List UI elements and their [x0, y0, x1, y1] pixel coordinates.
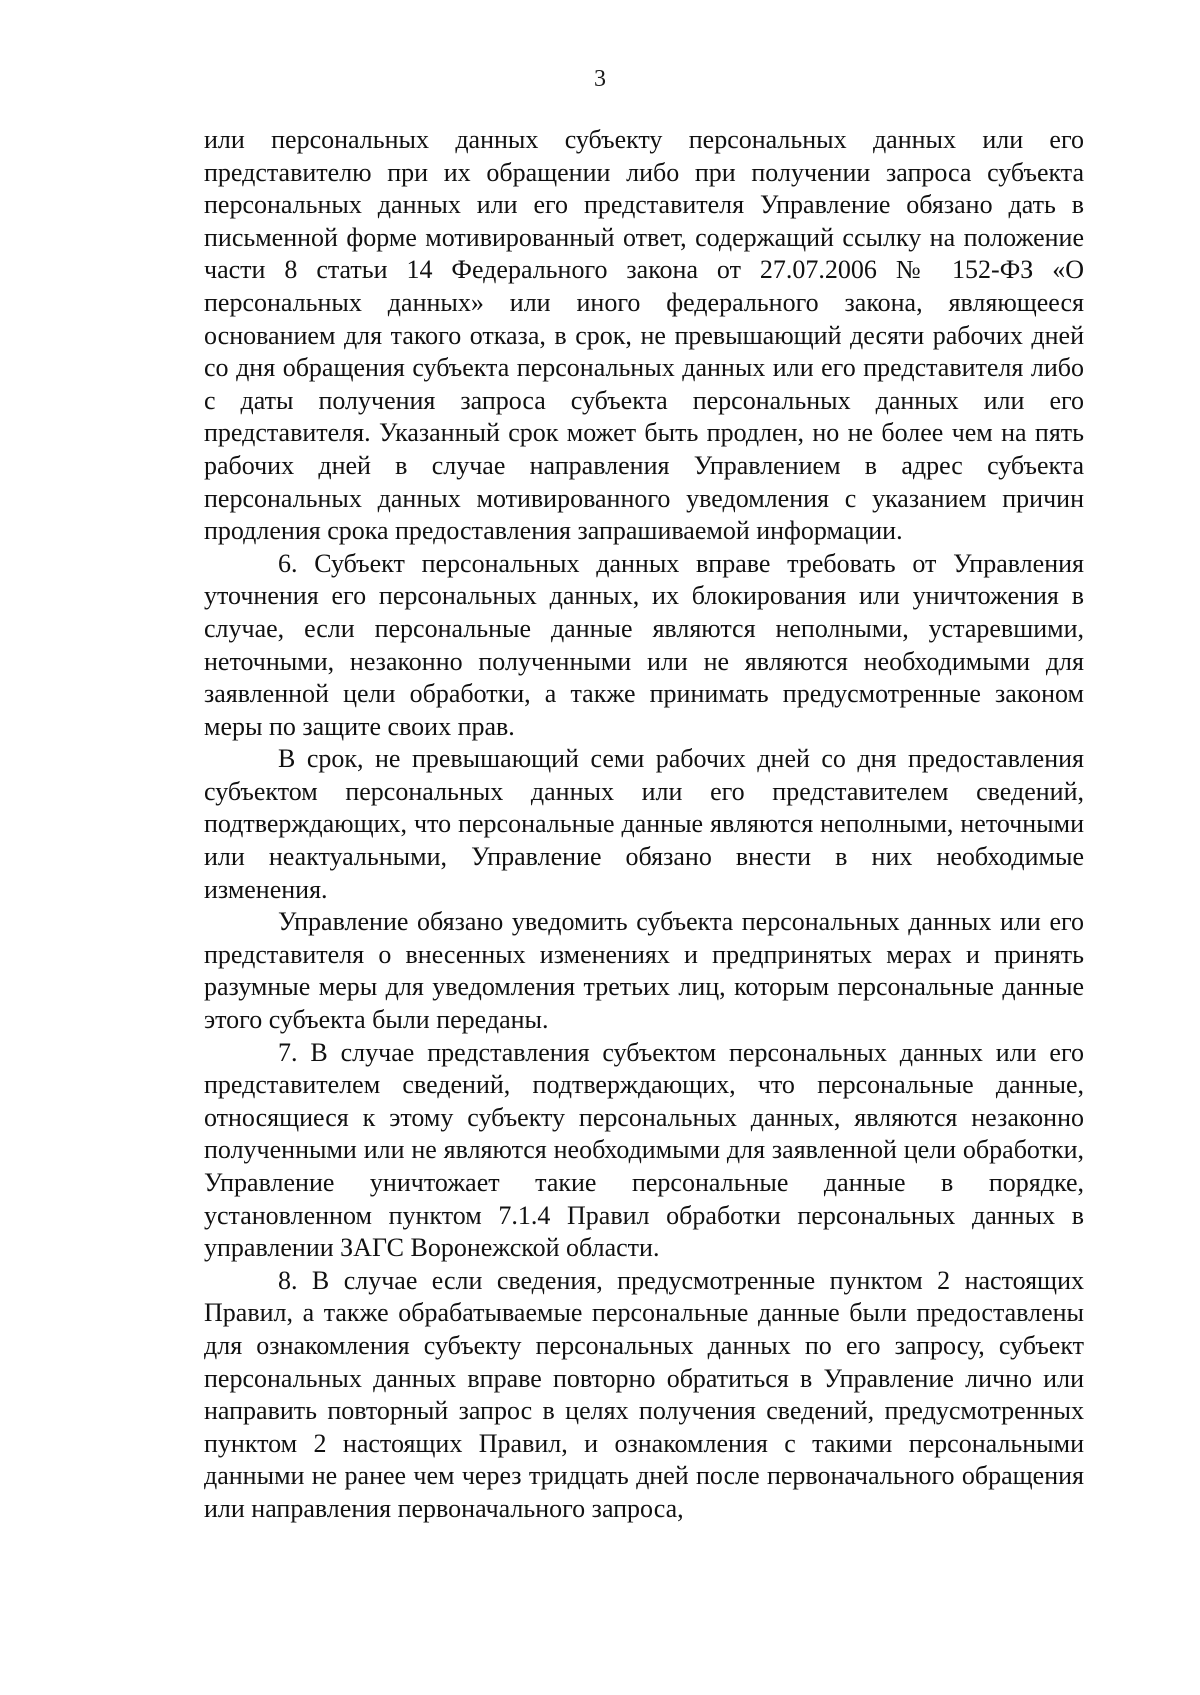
- document-body: [204, 124, 1084, 1526]
- paragraph-continuation: или персональных данных субъекту персональных данных или его представителю при их обращении либо при получении запроса субъекта персональных данных или его представителя Управление обязано дать в письменной форме мотивированный ответ, содержащий ссылку на положение части 8 статьи 14 Федерального закона от 27.07.2006 № 152-ФЗ «О персональных данных» или иного федерального закона, являющееся основанием для такого отказа, в срок, не превышающий десяти рабочих дней со дня обращения субъекта персональных данных или его представителя либо с даты получения запроса субъекта персональных данных или его представителя. Указанный срок может быть продлен, но не более чем на пять рабочих дней в случае направления Управлением в адрес субъекта персональных данных мотивированного уведомления с указанием причин продления срока предоставления запрашиваемой информации.: [204, 125, 1084, 546]
- paragraph-item-7: 7. В случае представления субъектом персональных данных или его представителем сведений, подтверждающих, что персональные данные, относящиеся к этому субъекту персональных данных, являются незаконно полученными или не являются необходимыми для заявленной цели обработки, Управление уничтожает такие персональные данные в порядке, установленном пунктом 7.1.4 Правил обработки персональных данных в управлении ЗАГС Воронежской области.: [204, 1037, 1084, 1263]
- paragraph-item-6-notify: Управление обязано уведомить субъекта персональных данных или его представителя о внесенных изменениях и предпринятых мерах и принять разумные меры для уведомления третьих лиц, которым персональные данные этого субъекта были переданы.: [204, 907, 1084, 1035]
- paragraph-item-8: 8. В случае если сведения, предусмотренные пунктом 2 настоящих Правил, а также обрабатываемые персональные данные были предоставлены для ознакомления субъекту персональных данных по его запросу, субъект персональных данных вправе повторно обратиться в Управление лично или направить повторный запрос в целях получения сведений, предусмотренных пунктом 2 настоящих Правил, и ознакомления с такими персональными данными не ранее чем через тридцать дней после первоначального обращения или направления первоначального запроса,: [204, 1265, 1084, 1523]
- paragraph-item-6: 6. Субъект персональных данных вправе требовать от Управления уточнения его персональных данных, их блокирования или уничтожения в случае, если персональные данные являются неполными, устаревшими, неточными, незаконно полученными или не являются необходимыми для заявленной цели обработки, а также принимать предусмотренные законом меры по защите своих прав.: [204, 548, 1084, 741]
- paragraph-item-6-term: В срок, не превышающий семи рабочих дней со дня предоставления субъектом персональных данных или его представителем сведений, подтверждающих, что персональные данные являются неполными, неточными или неактуальными, Управление обязано внести в них необходимые изменения.: [204, 744, 1084, 904]
- page-number: 3: [594, 66, 606, 92]
